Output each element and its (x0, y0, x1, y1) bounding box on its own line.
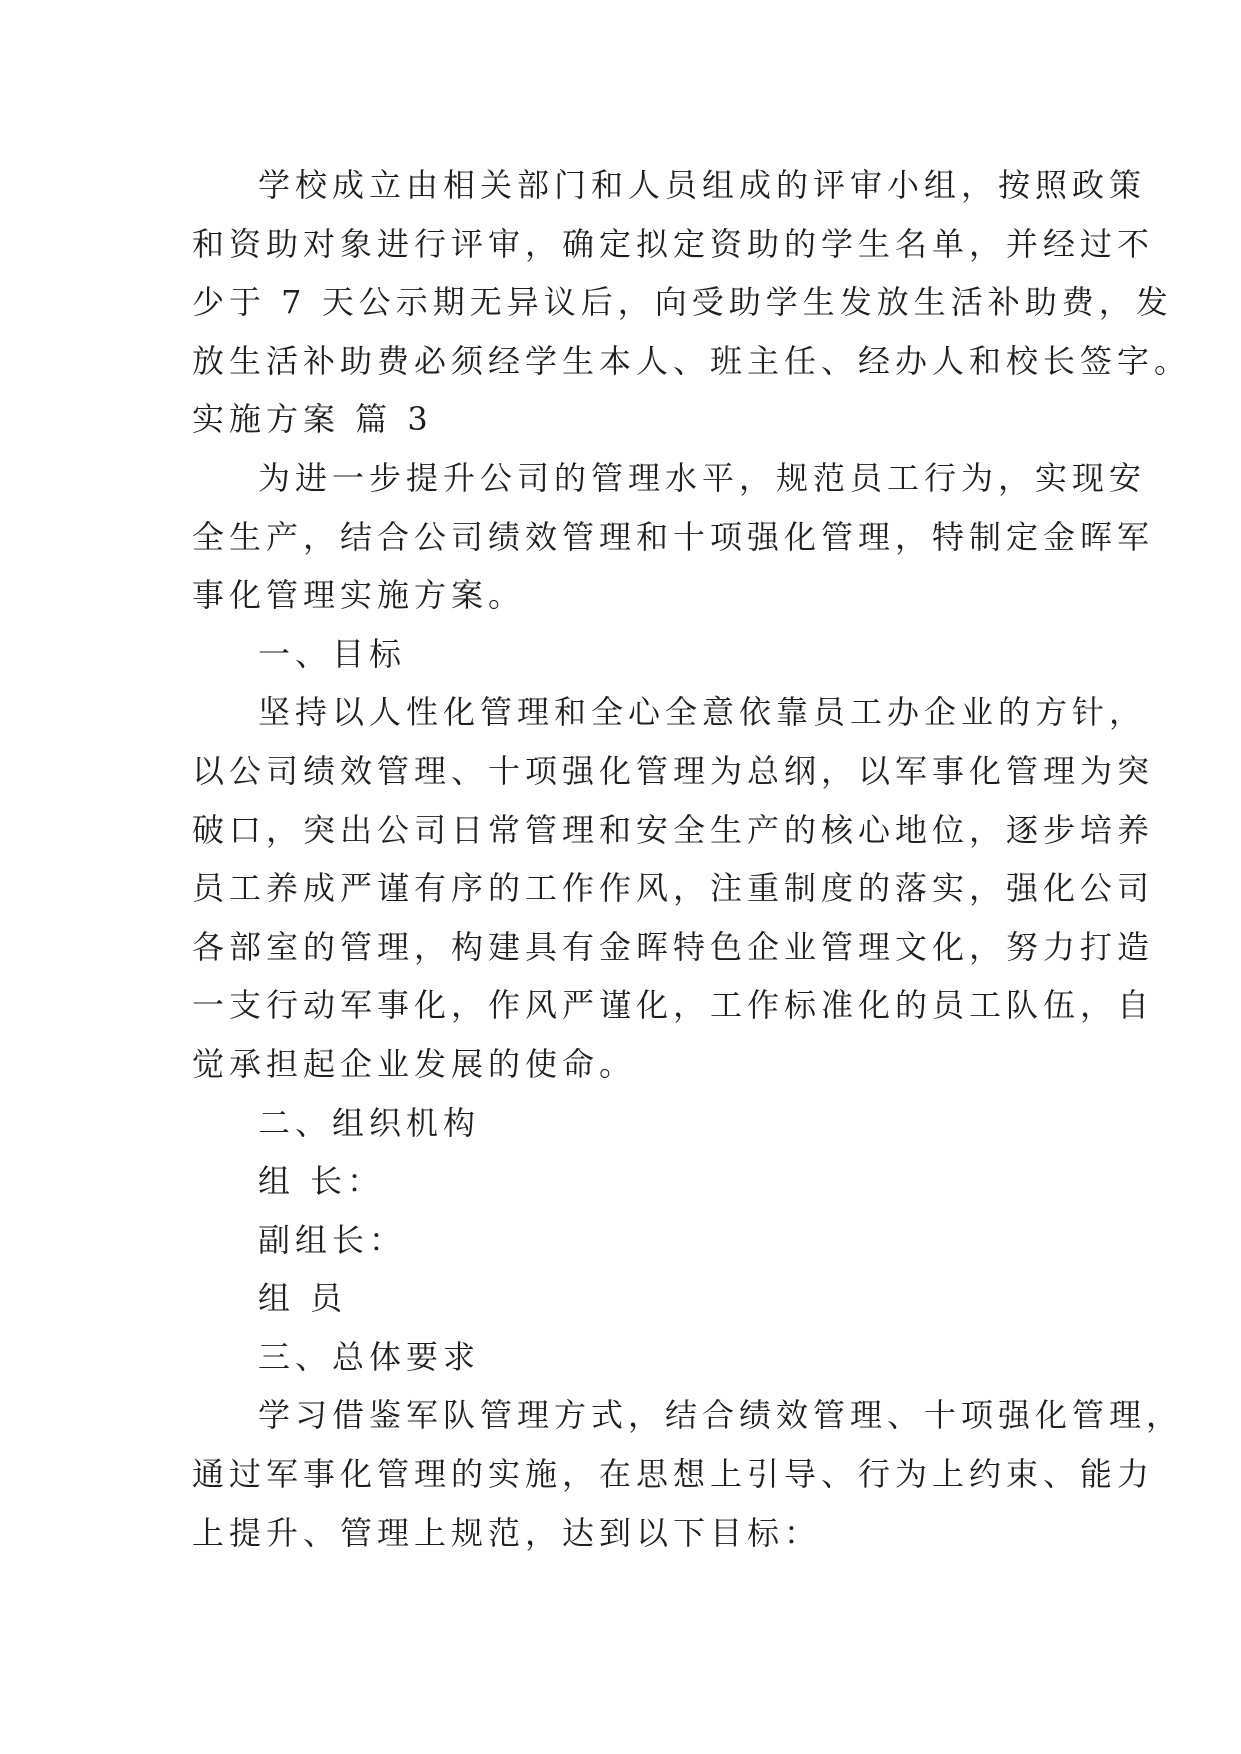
subheading-requirements: 三、总体要求 (258, 1337, 481, 1376)
deputy-leader-label: 副组长： (258, 1220, 407, 1259)
text-line: 全生产，结合公司绩效管理和十项强化管理，特制定金晖军 (192, 517, 1155, 556)
text-line: 坚持以人性化管理和全心全意依靠员工办企业的方针， (258, 693, 1147, 732)
section-heading: 实施方案 篇 3 (192, 400, 433, 439)
team-member-label: 组 员 (258, 1279, 348, 1318)
text-line: 和资助对象进行评审，确定拟定资助的学生名单，并经过不 (192, 224, 1155, 263)
text-line: 以公司绩效管理、十项强化管理为总纲，以军事化管理为突 (192, 751, 1155, 790)
text-line: 员工养成严谨有序的工作作风，注重制度的落实，强化公司 (192, 869, 1155, 908)
text-line: 一支行动军事化，作风严谨化，工作标准化的员工队伍，自 (192, 986, 1155, 1025)
text-line: 觉承担起企业发展的使命。 (192, 1044, 637, 1083)
subheading-goal: 一、目标 (258, 634, 407, 673)
text-line: 通过军事化管理的实施，在思想上引导、行为上约束、能力 (192, 1455, 1155, 1494)
subheading-organization: 二、组织机构 (258, 1103, 481, 1142)
text-line: 放生活补助费必须经学生本人、班主任、经办人和校长签字。 (192, 341, 1192, 380)
text-line: 破口，突出公司日常管理和安全生产的核心地位，逐步培养 (192, 810, 1155, 849)
text-line: 少于 7 天公示期无异议后，向受助学生发放生活补助费，发 (192, 283, 1173, 322)
text-line: 为进一步提升公司的管理水平，规范员工行为，实现安 (258, 458, 1147, 497)
text-line: 事化管理实施方案。 (192, 576, 526, 615)
text-line: 上提升、管理上规范，达到以下目标： (192, 1513, 822, 1552)
document-body (192, 156, 1192, 1562)
text-line: 各部室的管理，构建具有金晖特色企业管理文化，努力打造 (192, 927, 1155, 966)
text-line: 学校成立由相关部门和人员组成的评审小组，按照政策 (258, 166, 1147, 204)
team-leader-label: 组 长： (258, 1162, 385, 1201)
text-line: 学习借鉴军队管理方式，结合绩效管理、十项强化管理， (258, 1396, 1184, 1435)
